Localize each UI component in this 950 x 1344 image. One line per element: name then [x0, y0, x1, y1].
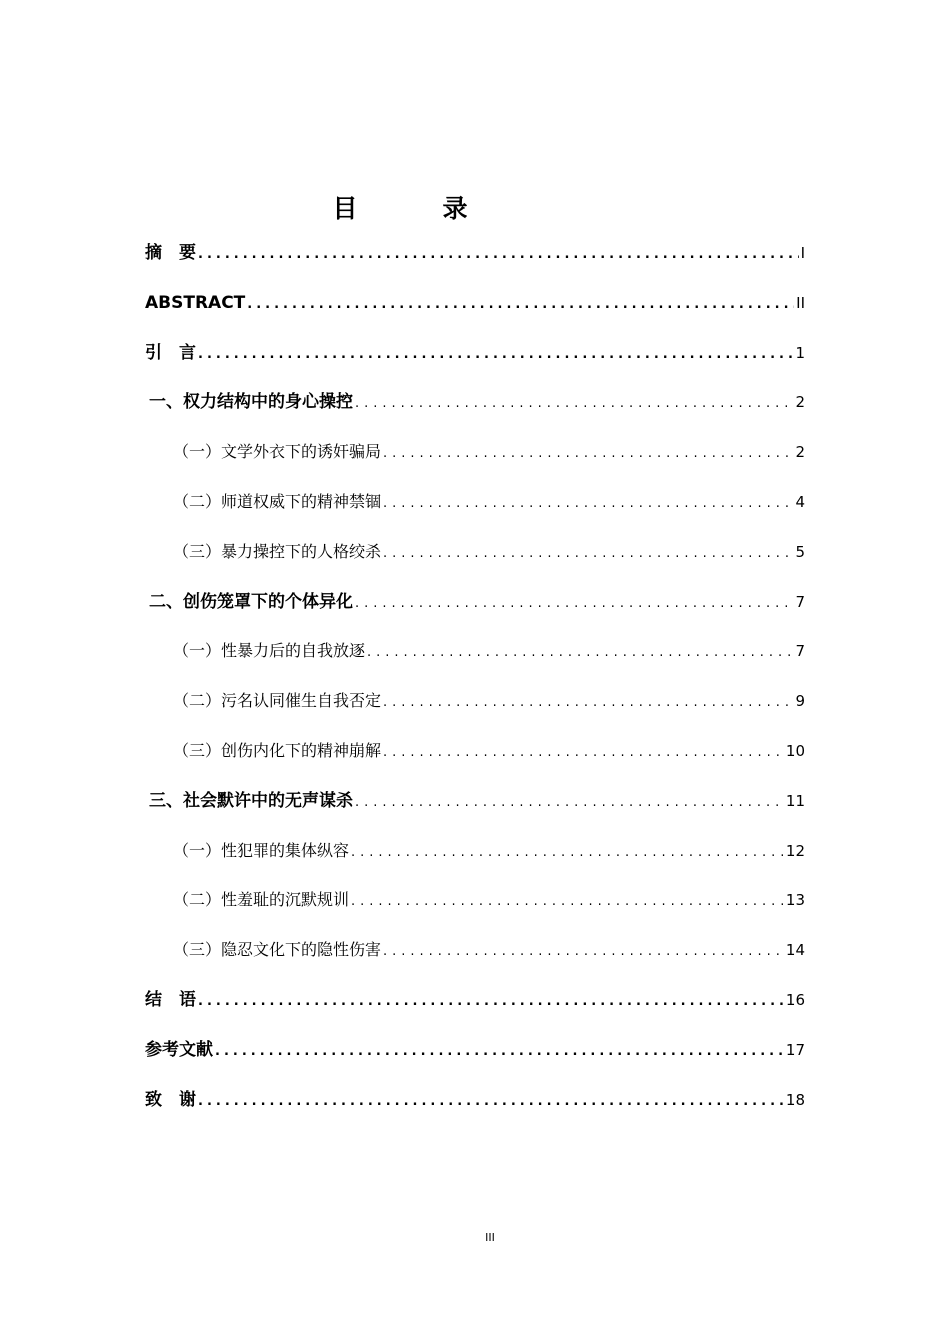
toc-entry-abstract-en[interactable]	[145, 288, 805, 338]
dot-leader	[383, 439, 793, 469]
toc-entry-label: （一）文学外衣下的诱奸骗局	[173, 442, 382, 462]
page-number: III	[485, 1231, 495, 1244]
toc-entry-section-3-1[interactable]	[145, 836, 805, 886]
page-title: 目 录	[332, 193, 498, 223]
dot-leader	[198, 987, 784, 1017]
toc-entry-page: 18	[785, 1090, 805, 1109]
toc-entry-label: （二）性羞耻的沉默规训	[173, 890, 350, 910]
toc-entry-page: I	[800, 244, 805, 262]
toc-entry-page: 11	[785, 791, 805, 810]
toc-entry-page: 10	[785, 741, 805, 760]
toc-entry-chapter-1[interactable]	[145, 387, 805, 437]
toc-entry-page: 16	[785, 990, 805, 1009]
toc-entry-acknowledgements[interactable]	[145, 1085, 805, 1135]
toc-entry-abstract-cn[interactable]	[145, 238, 805, 288]
dot-leader	[355, 589, 793, 619]
dot-leader	[383, 937, 784, 967]
dot-leader	[383, 688, 793, 718]
toc-entry-references[interactable]	[145, 1035, 805, 1085]
toc-entry-page: 2	[795, 443, 805, 462]
toc-entry-page: 1	[795, 343, 805, 362]
dot-leader	[355, 389, 793, 419]
toc-entry-page: 4	[795, 492, 805, 511]
toc-entry-section-2-2[interactable]	[145, 686, 805, 736]
toc-entry-page: 9	[795, 692, 805, 711]
toc-entry-label: 引 言	[145, 342, 196, 363]
dot-leader	[383, 489, 793, 519]
dot-leader	[198, 1087, 784, 1117]
toc-entry-section-3-3[interactable]	[145, 935, 805, 985]
toc-entry-label: 二、创伤笼罩下的个体异化	[149, 591, 353, 612]
toc-entry-label: （三）隐忍文化下的隐性伤害	[173, 940, 382, 960]
toc-entry-page: 12	[785, 841, 805, 860]
dot-leader	[367, 638, 793, 668]
toc-entry-label: 摘 要	[145, 243, 196, 263]
toc-entry-page: 13	[785, 891, 805, 910]
toc-entry-label: 结 语	[145, 989, 196, 1010]
table-of-contents	[145, 238, 805, 1134]
toc-entry-page: 14	[785, 941, 805, 960]
toc-entry-chapter-3[interactable]	[145, 786, 805, 836]
dot-leader	[198, 340, 793, 370]
toc-entry-label: （二）师道权威下的精神禁锢	[173, 491, 382, 511]
toc-entry-label: （二）污名认同催生自我否定	[173, 691, 382, 711]
dot-leader	[351, 887, 784, 917]
toc-entry-section-1-2[interactable]	[145, 487, 805, 537]
dot-leader	[351, 838, 784, 868]
toc-entry-label: 三、社会默许中的无声谋杀	[149, 790, 353, 811]
dot-leader	[247, 290, 794, 320]
toc-entry-chapter-2[interactable]	[145, 587, 805, 637]
toc-entry-label: （一）性犯罪的集体纵容	[173, 840, 350, 860]
toc-entry-label: 参考文献	[145, 1039, 213, 1060]
dot-leader	[198, 240, 799, 270]
toc-entry-section-2-1[interactable]	[145, 636, 805, 686]
dot-leader	[355, 788, 784, 818]
toc-entry-page: 7	[795, 592, 805, 611]
dot-leader	[215, 1037, 784, 1067]
toc-entry-label: ABSTRACT	[145, 292, 246, 313]
toc-entry-label: 致 谢	[145, 1089, 196, 1110]
toc-entry-section-1-1[interactable]	[145, 437, 805, 487]
toc-entry-page: 5	[795, 542, 805, 561]
toc-entry-page: 17	[785, 1040, 805, 1059]
toc-entry-section-2-3[interactable]	[145, 736, 805, 786]
toc-entry-page: 2	[795, 393, 805, 412]
toc-entry-label: （三）暴力操控下的人格绞杀	[173, 541, 382, 561]
dot-leader	[383, 539, 793, 569]
toc-entry-section-1-3[interactable]	[145, 537, 805, 587]
toc-entry-introduction[interactable]	[145, 338, 805, 388]
toc-entry-label: （一）性暴力后的自我放逐	[173, 641, 366, 661]
toc-entry-section-3-2[interactable]	[145, 885, 805, 935]
toc-entry-page: II	[796, 293, 805, 312]
dot-leader	[383, 738, 784, 768]
toc-entry-conclusion[interactable]	[145, 985, 805, 1035]
toc-entry-label: （三）创伤内化下的精神崩解	[173, 740, 382, 760]
toc-entry-page: 7	[795, 642, 805, 661]
toc-entry-label: 一、权力结构中的身心操控	[149, 392, 353, 413]
